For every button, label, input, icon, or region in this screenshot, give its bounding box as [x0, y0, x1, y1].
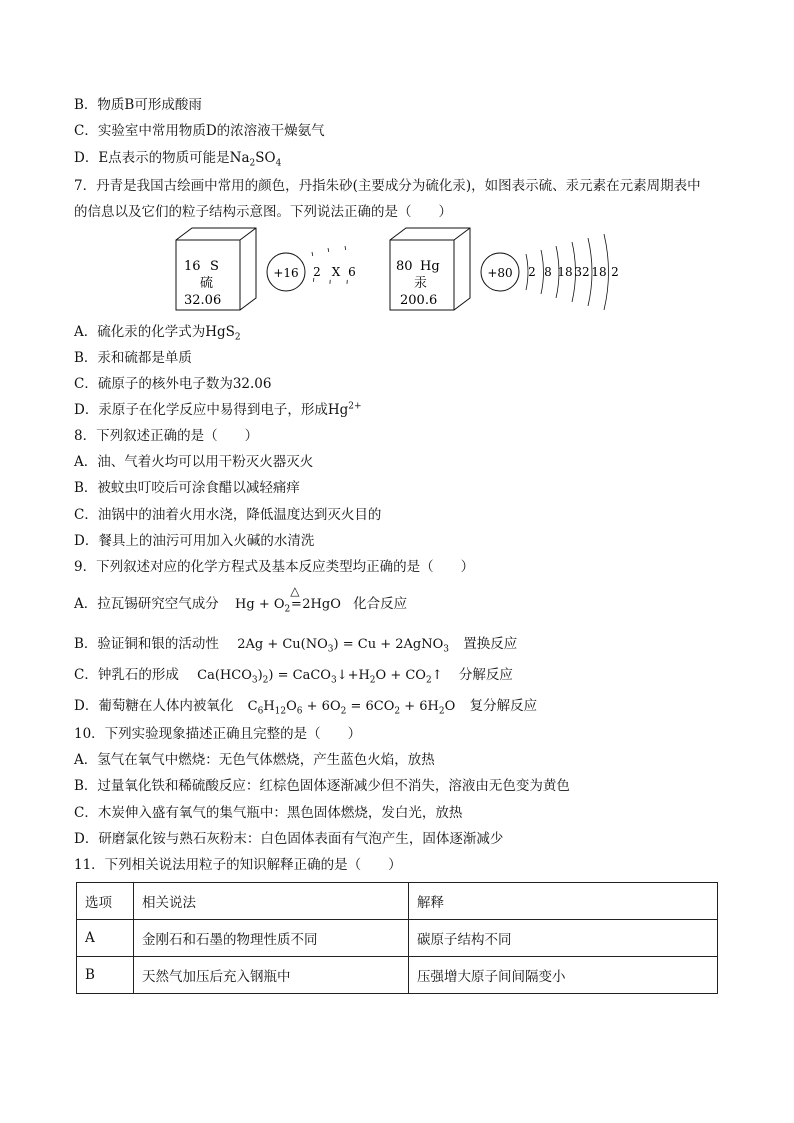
equals-heat-sign: △ =: [290, 584, 302, 612]
element-structure-figure: [170, 226, 630, 316]
q8-option-d: D．餐具上的油污可用加入火碱的水清洗: [74, 533, 315, 549]
mercury-atomic-number: 80: [396, 259, 413, 274]
q9c-equation: $Ca(HCO_3)_2$) = $CaCO_3↓+H_2O$ + $CO_2↑$: [197, 668, 443, 686]
q6-option-c: C．实验室中常用物质D的浓溶液干燥氨气: [74, 123, 325, 139]
q10-stem: 10．下列实验现象描述正确且完整的是（ ）: [74, 726, 362, 742]
q6-option-b: B．物质B可形成酸雨: [74, 97, 202, 113]
sulfur-atom-diagram: [267, 246, 356, 298]
mercury-shell-1: 2: [528, 265, 536, 279]
q9-stem: 9．下列叙述对应的化学方程式及基本反应类型均正确的是（ ）: [74, 559, 475, 575]
sulfur-shell-2: X: [331, 265, 341, 279]
sulfur-atomic-number: 16: [184, 259, 201, 274]
q9-option-b: B．验证铜和银的活动性 $2Ag + Cu(NO_3) = Cu$ + 2AgNO$_3$ 置换反应: [74, 636, 518, 655]
q10-option-c: C．木炭伸入盛有氧气的集气瓶中：黑色固体燃烧，发白光，放热: [74, 805, 463, 821]
q7-option-d: D．汞原子在化学反应中易得到电子，形成$Hg^{2+}$: [74, 401, 362, 418]
mercury-shell-3: 18: [557, 265, 573, 279]
q7-option-a: A．硫化汞的化学式为HgS$_2$: [74, 324, 241, 343]
table-header-row: [77, 883, 718, 920]
q8-option-a: A．油、气着火均可以用干粉灭火器灭火: [74, 454, 314, 470]
q9a-equation: $Hg + O_2$ △ =2HgO: [235, 584, 341, 615]
q7-stem-line2: 的信息以及它们的粒子结构示意图。下列说法正确的是（ ）: [74, 204, 452, 220]
sulfur-element-cube: [176, 228, 256, 310]
q7-stem-line1: 7．丹青是我国古绘画中常用的颜色，丹指朱砂(主要成分为硫化汞)，如图表示硫、汞元素在元素周期表中: [74, 178, 701, 194]
q9-option-c: C．钟乳石的形成 $Ca(HCO_3)_2$) = $CaCO_3↓+H_2O$ + $CO_2↑$ 分解反应: [74, 667, 513, 686]
mercury-atomic-mass: 200.6: [400, 293, 438, 308]
q9d-equation: $C_6H_{12}O_6 + 6O_2 = 6CO_2 + 6H_2O$: [247, 699, 456, 717]
table-cell: 天然气加压后充入钢瓶中: [134, 957, 409, 994]
mercury-shell-6: 2: [611, 265, 619, 279]
table-row: [77, 957, 718, 994]
mercury-element-cube: [390, 228, 470, 310]
q10-option-d: D．研磨氯化铵与熟石灰粉末：白色固体表面有气泡产生，固体逐渐减少: [74, 831, 504, 847]
q9-option-a: A．拉瓦锡研究空气成分 $Hg + O_2$ △ =2HgO 化合反应: [74, 584, 408, 615]
mercury-nucleus-charge: +80: [487, 266, 513, 280]
q11-stem: 11．下列相关说法用粒子的知识解释正确的是（ ）: [74, 857, 402, 873]
table-cell: A: [77, 920, 134, 957]
table-row: [77, 920, 718, 957]
table-header-cell: 选项: [77, 883, 134, 920]
q8-stem: 8．下列叙述正确的是（ ）: [74, 428, 259, 444]
mercury-shell-4: 32: [574, 265, 590, 279]
q9-option-d: D．葡萄糖在人体内被氧化 $C_6H_{12}O_6 + 6O_2 = 6CO_2 + 6H_2O$ 复分解反应: [74, 698, 538, 717]
q10-option-a: A．氢气在氧气中燃烧：无色气体燃烧，产生蓝色火焰，放热: [74, 752, 435, 768]
table-cell: 金刚石和石墨的物理性质不同: [134, 920, 409, 957]
mercury-symbol: Hg: [420, 259, 440, 274]
mercury-name: 汞: [414, 276, 428, 291]
sulfur-name: 硫: [200, 276, 214, 291]
table-cell: B: [77, 957, 134, 994]
q10-option-b: B．过量氧化铁和稀硫酸反应：红棕色固体逐渐减少但不消失，溶液由无色变为黄色: [74, 778, 570, 794]
table-cell: 压强增大原子间间隔变小: [409, 957, 718, 994]
sulfur-shell-3: 6: [348, 265, 356, 279]
q6-option-d: D．E点表示的物质可能是$Na_2SO_4$: [74, 150, 282, 169]
sulfur-shell-1: 2: [313, 265, 321, 279]
sulfur-symbol: S: [210, 259, 219, 274]
q9b-equation: $2Ag + Cu(NO_3) = Cu$ + 2AgNO$_3$: [237, 637, 449, 655]
mercury-shell-5: 18: [591, 265, 607, 279]
table-header-cell: 解释: [409, 883, 718, 920]
q11-table: [76, 882, 718, 994]
q7-option-c: C．硫原子的核外电子数为32.06: [74, 376, 272, 392]
sulfur-nucleus-charge: +16: [273, 266, 299, 280]
mercury-shell-2: 8: [544, 265, 552, 279]
q7-option-b: B．汞和硫都是单质: [74, 350, 192, 366]
table-cell: 碳原子结构不同: [409, 920, 718, 957]
q8-option-b: B．被蚊虫叮咬后可涂食醋以减轻痛痒: [74, 480, 300, 496]
q8-option-c: C．油锅中的油着火用水浇，降低温度达到灭火目的: [74, 507, 382, 523]
table-header-cell: 相关说法: [134, 883, 409, 920]
sulfur-atomic-mass: 32.06: [184, 293, 222, 308]
mercury-atom-diagram: [481, 234, 619, 310]
